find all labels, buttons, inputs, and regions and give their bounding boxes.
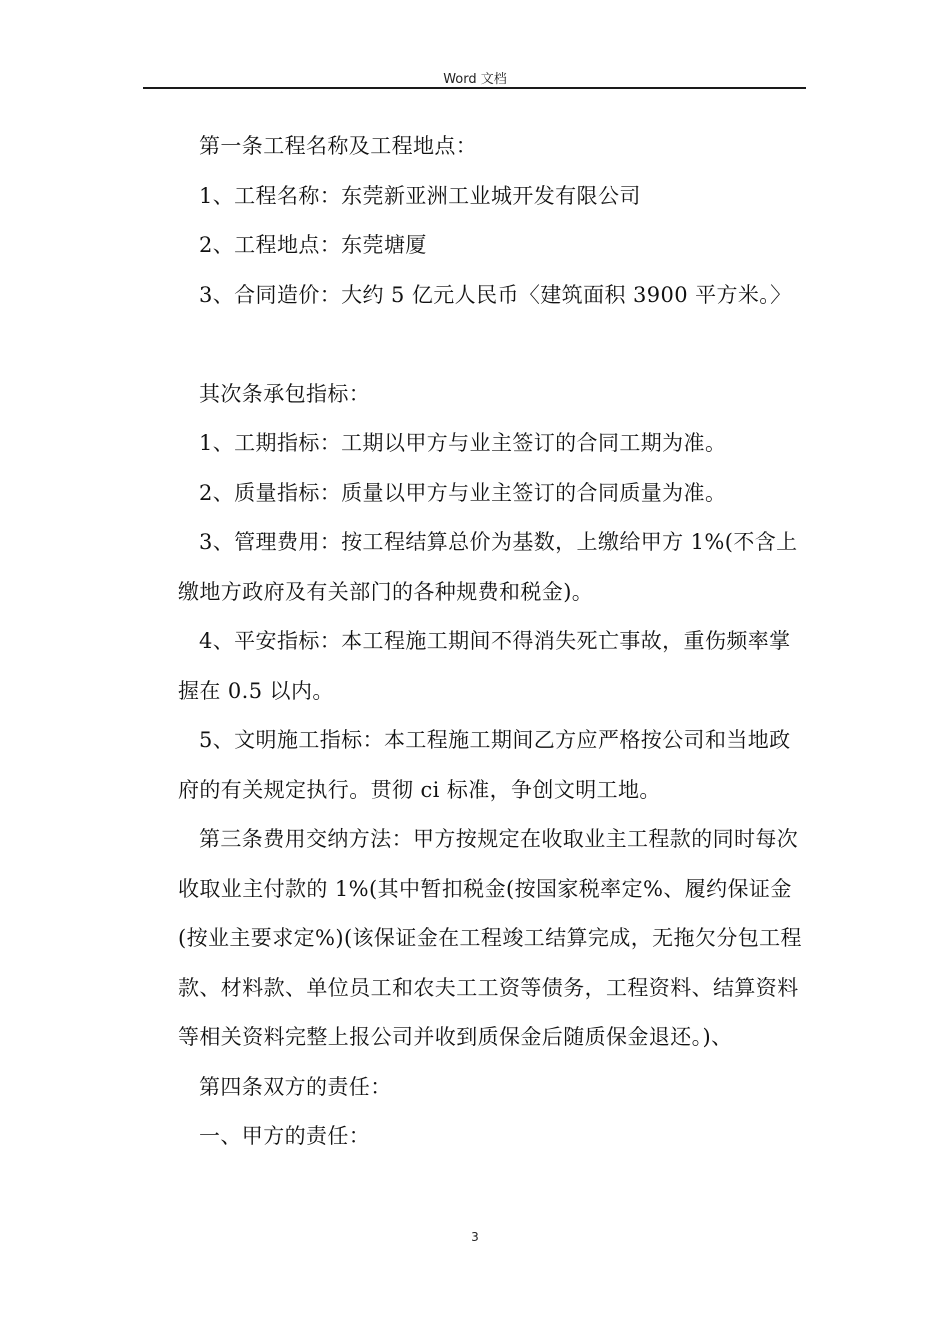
- page-header: Word 文档: [443, 72, 507, 87]
- project-location-item: 2、工程地点：东莞塘厦: [199, 233, 427, 257]
- section-2-heading: 其次条承包指标：: [199, 381, 371, 406]
- project-name-item: 1、工程名称：东莞新亚洲工业城开发有限公司: [199, 183, 641, 208]
- quality-target-item: 2、质量指标：质量以甲方与业主签订的合同质量为准。: [199, 480, 727, 505]
- document-body: [178, 122, 806, 1162]
- contract-price-item: 3、合同造价：大约 5 亿元人民币〈建筑面积 3900 平方米。〉: [199, 282, 792, 307]
- safety-target-item: 4、平安指标：本工程施工期间不得消失死亡事故，重伤频率掌握在 0.5 以内。: [178, 629, 791, 703]
- header-divider: [143, 87, 806, 89]
- section-3-paragraph: 第三条费用交纳方法：甲方按规定在收取业主工程款的同时每次收取业主付款的 1%(其中暂扣税金(按国家税率定%、履约保证金(按业主要求定%)(该保证金在工程竣工结算完成，无拖欠分包工程款、材料款、单位员工和农夫工工资等债务，工程资料、结算资料等相关资料完整上报公司并收到质保金后随质保金退还。)、: [178, 827, 802, 1049]
- section-4-heading: 第四条双方的责任：: [199, 1074, 392, 1099]
- management-fee-item: 3、管理费用：按工程结算总价为基数，上缴给甲方 1%(不含上缴地方政府及有关部门的各种规费和税金)。: [178, 530, 798, 604]
- section-1-heading: 第一条工程名称及工程地点：: [199, 134, 478, 158]
- page-number: 3: [471, 1230, 479, 1244]
- civilized-construction-item: 5、文明施工指标：本工程施工期间乙方应严格按公司和当地政府的有关规定执行。贯彻 ci 标准，争创文明工地。: [178, 728, 791, 802]
- party-a-responsibility-heading: 一、甲方的责任：: [199, 1124, 371, 1148]
- schedule-target-item: 1、工期指标：工期以甲方与业主签订的合同工期为准。: [199, 431, 727, 455]
- blank-line: [178, 320, 806, 370]
